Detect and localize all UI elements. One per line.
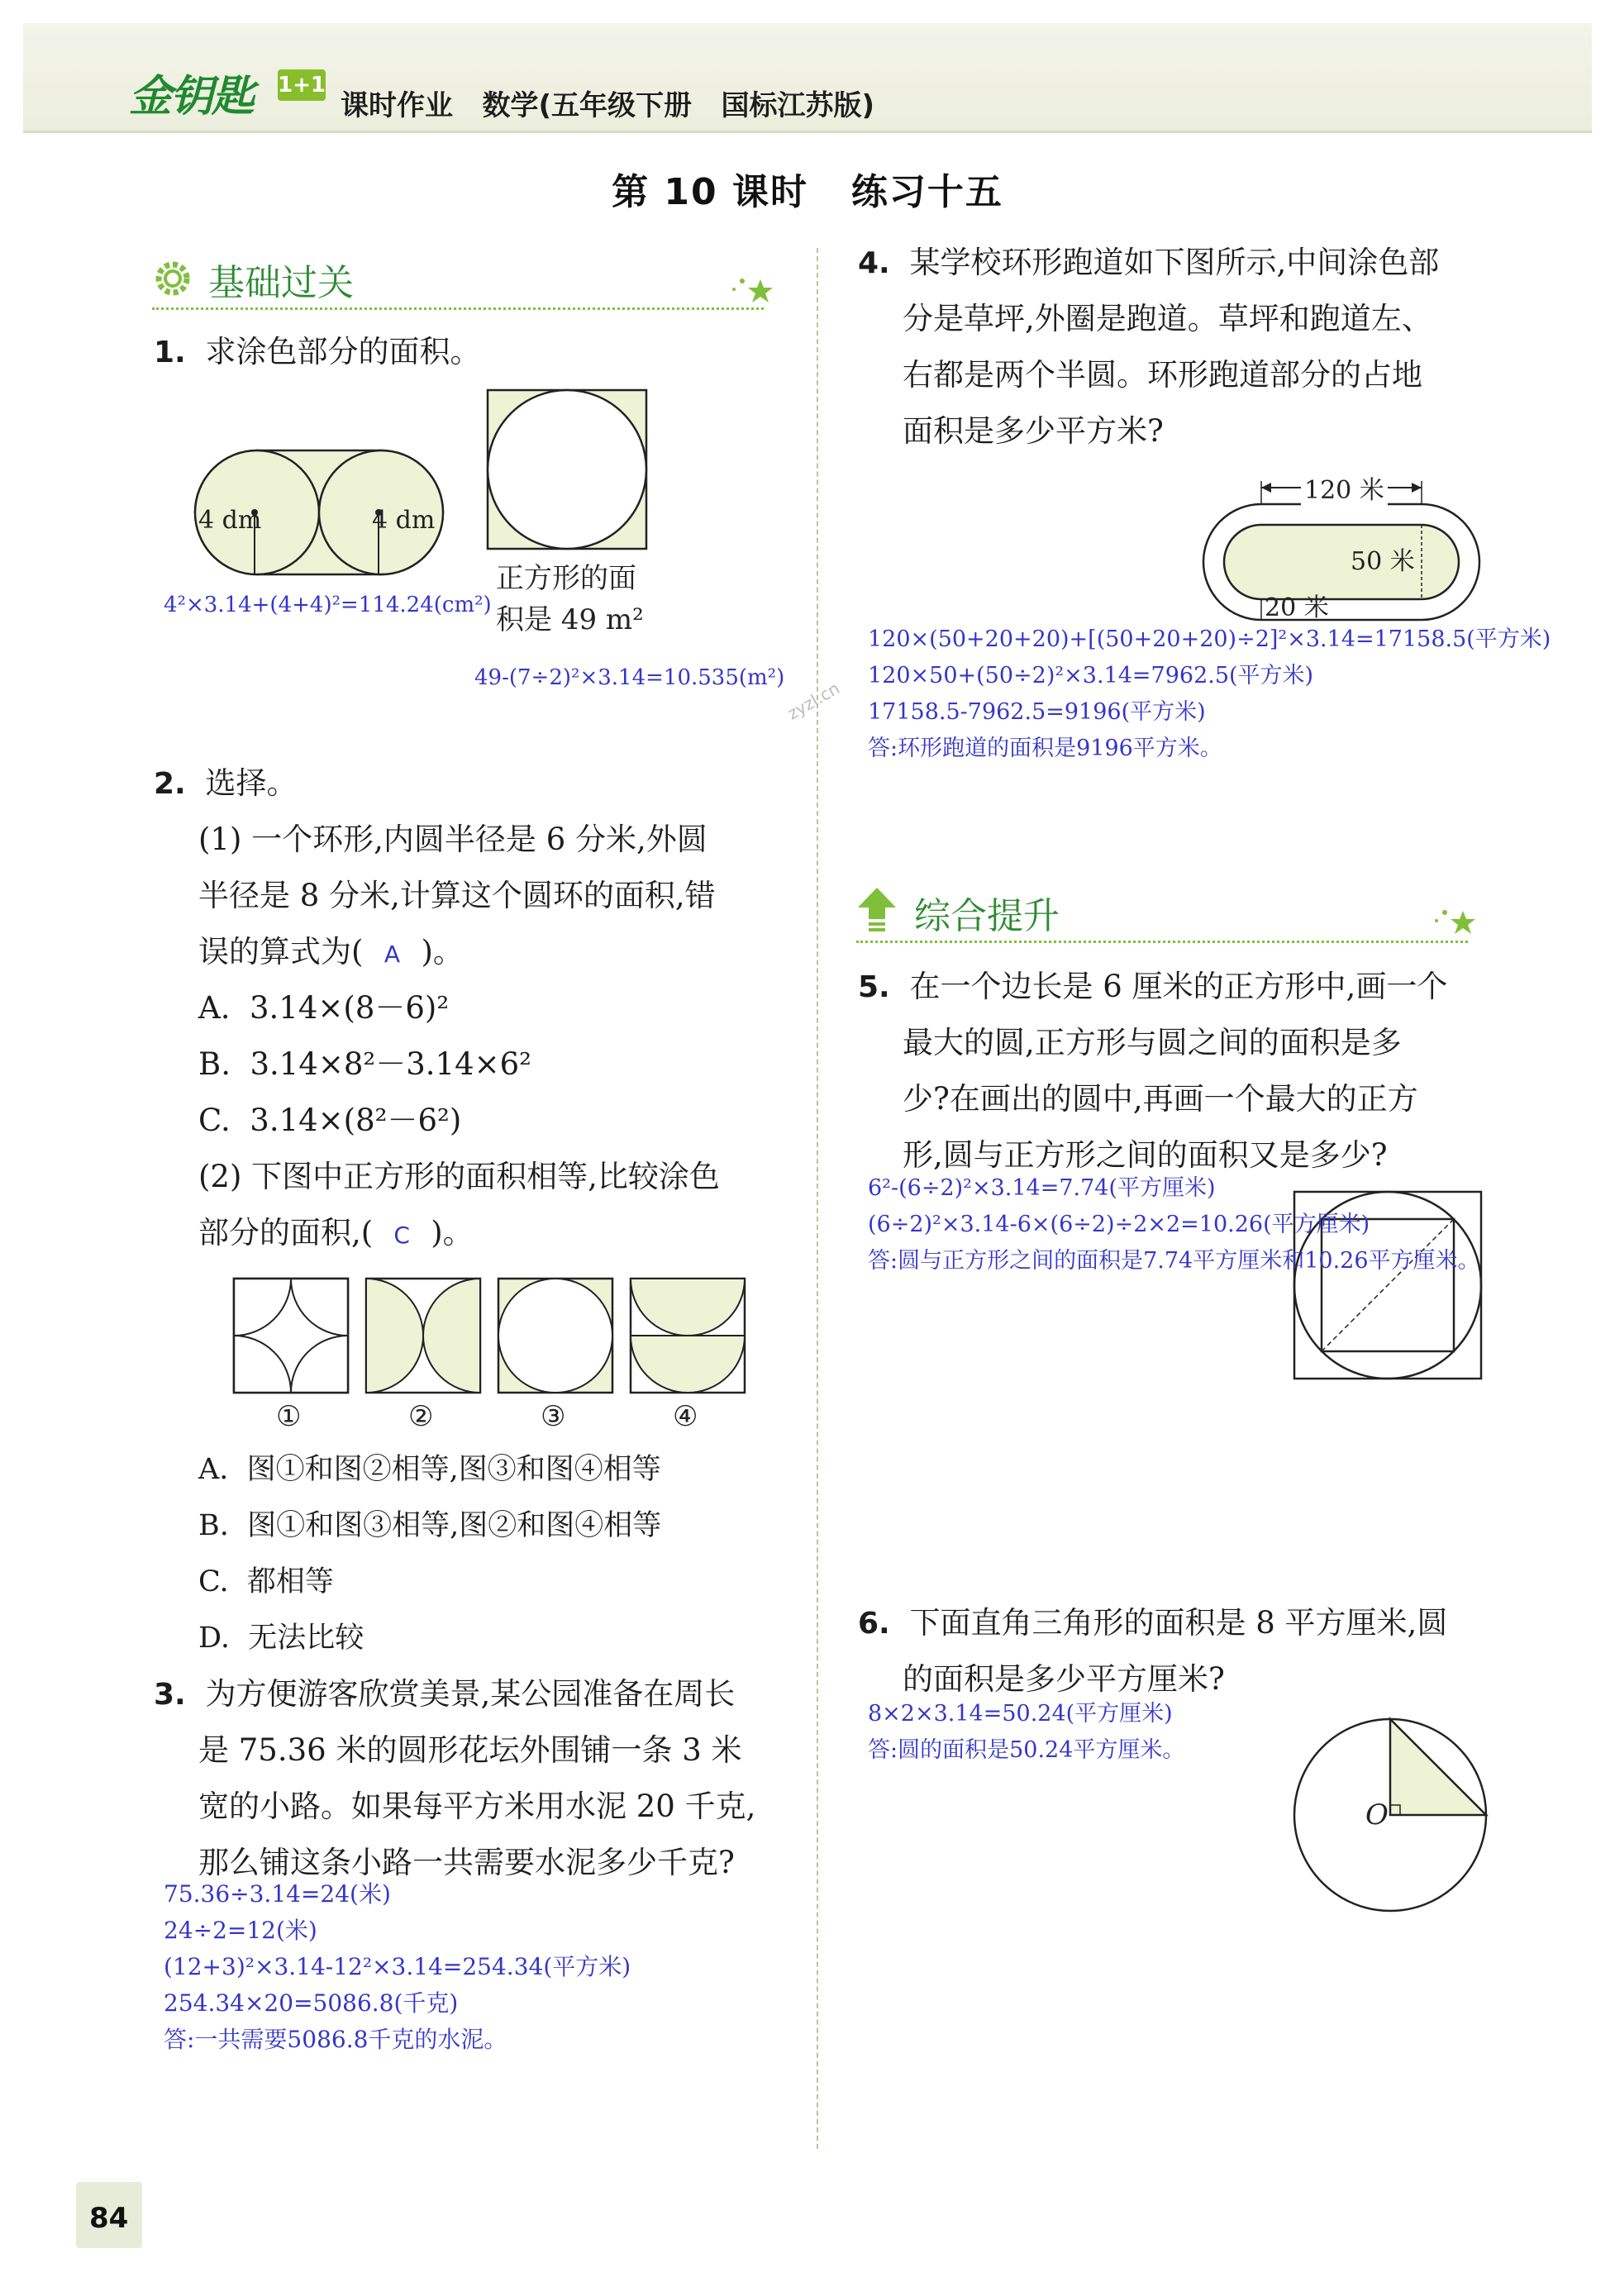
q2-figure-3 [498, 1278, 613, 1393]
header-text: 课时作业 数学(五年级下册 国标江苏版) [341, 89, 875, 122]
q3-answer-4: 254.34×20=5086.8(千克) [164, 1989, 459, 2017]
q2-option-b: B. 3.14×8²－3.14×6² [198, 1046, 531, 1082]
question-number: 3. [154, 1678, 186, 1712]
q5-answer-2: (6÷2)²×3.14-6×(6÷2)÷2×2=10.26(平方厘米) [868, 1212, 1370, 1237]
q1-radius-label-left: 4 dm [198, 506, 262, 535]
section-underline [856, 941, 1468, 943]
question-4 [858, 235, 1439, 292]
q1-figure-square-circle [486, 388, 648, 550]
q2-part2-prefix: 部分的面积,( [198, 1215, 374, 1250]
q4-line2: 分是草坪,外圈是跑道。草坪和跑道左、 [903, 301, 1432, 336]
question-3 [154, 1666, 735, 1723]
q2-part1-suffix: )。 [421, 934, 464, 969]
brand-badge: 1+1 [278, 69, 326, 101]
q3-line4: 那么铺这条小路一共需要水泥多少千克? [198, 1845, 735, 1880]
page-number: 84 [89, 2202, 129, 2235]
q1-radius-label-right: 4 dm [372, 506, 436, 535]
q2-choice-d: D. 无法比较 [198, 1622, 364, 1655]
q5-answer-3: 答:圆与正方形之间的面积是7.74平方厘米和10.26平方厘米。 [868, 1248, 1480, 1274]
q5-line3: 少?在画出的圆中,再画一个最大的正方 [903, 1081, 1418, 1117]
q4-answer-4: 答:环形跑道的面积是9196平方米。 [868, 736, 1222, 761]
q6-answer-1: 8×2×3.14=50.24(平方厘米) [868, 1701, 1173, 1727]
q4-line4: 面积是多少平方米? [903, 413, 1164, 449]
question-5 [858, 959, 1447, 1016]
q3-answer-3: (12+3)²×3.14-12²×3.14=254.34(平方米) [164, 1953, 631, 1980]
q6-figure [1291, 1716, 1489, 1914]
q5-line4: 形,圆与正方形之间的面积又是多少? [903, 1137, 1388, 1173]
question-text: 求涂色部分的面积。 [205, 334, 481, 369]
question-6 [858, 1595, 1447, 1652]
question-number: 6. [858, 1607, 890, 1641]
column-divider [817, 248, 818, 2149]
q4-answer-1: 120×(50+20+20)+[(50+20+20)÷2]²×3.14=17158.5(平方米) [868, 626, 1551, 652]
q5-line2: 最大的圆,正方形与圆之间的面积是多 [903, 1025, 1402, 1060]
arrow-up-icon [856, 886, 898, 932]
q4-length-label: 120 米 [1301, 469, 1388, 506]
section-title-advanced: 综合提升 [914, 895, 1060, 937]
q5-answer-1: 6²-(6÷2)²×3.14=7.74(平方厘米) [868, 1175, 1216, 1201]
page-title: 第 10 课时 练习十五 [612, 171, 1003, 213]
q2-figure-4 [630, 1278, 746, 1393]
q2-figure-label-4: ④ [673, 1400, 698, 1433]
q2-part2-line2 [198, 1205, 474, 1264]
q2-figure-label-2: ② [408, 1400, 434, 1433]
q4-answer-3: 17158.5-7962.5=9196(平方米) [868, 699, 1206, 725]
question-text: 为方便游客欣赏美景,某公园准备在周长 [205, 1676, 736, 1712]
q4-track-width-label: 20 米 [1265, 593, 1329, 622]
q2-figure-1 [233, 1278, 349, 1393]
question-text: 下面直角三角形的面积是 8 平方厘米,圆 [909, 1605, 1448, 1641]
q3-answer-5: 答:一共需要5086.8千克的水泥。 [164, 2026, 507, 2053]
q3-line2: 是 75.36 米的圆形花坛外围铺一条 3 米 [198, 1732, 742, 1768]
q2-part1-line2: 半径是 8 分米,计算这个圆环的面积,错 [198, 878, 716, 913]
q1-answer-2: 49-(7÷2)²×3.14=10.535(m²) [474, 665, 785, 690]
q2-part1-answer: A [384, 941, 401, 968]
q4-width-label: 50 米 [1351, 547, 1415, 576]
q3-line3: 宽的小路。如果每平方米用水泥 20 千克, [198, 1789, 756, 1824]
question-text: 某学校环形跑道如下图所示,中间涂色部 [909, 245, 1440, 280]
q2-part1-line1: (1) 一个环形,内圆半径是 6 分米,外圆 [198, 822, 707, 857]
question-number: 1. [154, 336, 186, 369]
question-number: 2. [154, 767, 186, 801]
question-number: 4. [858, 246, 890, 280]
question-1 [154, 324, 481, 381]
question-text: 在一个边长是 6 厘米的正方形中,画一个 [909, 969, 1448, 1004]
section-title-basic: 基础过关 [208, 262, 354, 304]
q2-option-c: C. 3.14×(8²－6²) [198, 1103, 462, 1138]
q6-line2: 的面积是多少平方厘米? [903, 1661, 1225, 1697]
question-2 [154, 755, 298, 812]
watermark: zyzl.cn [784, 678, 843, 724]
q3-answer-1: 75.36÷3.14=24(米) [164, 1880, 391, 1908]
q2-figure-label-3: ③ [541, 1400, 566, 1433]
q3-answer-2: 24÷2=12(米) [164, 1917, 317, 1944]
question-number: 5. [858, 970, 890, 1004]
q2-part2-answer: C [393, 1222, 410, 1249]
q2-part2-suffix: )。 [431, 1215, 474, 1250]
q2-choice-a: A. 图①和图②相等,图③和图④相等 [198, 1453, 661, 1486]
q2-part1-line3 [198, 924, 464, 983]
q2-choice-c: C. 都相等 [198, 1565, 334, 1598]
q1-caption-line1: 正方形的面 [496, 562, 636, 595]
q1-caption-line2: 积是 49 m² [496, 603, 644, 636]
q6-center-label: O [1365, 1798, 1389, 1832]
q2-part2-line1: (2) 下图中正方形的面积相等,比较涂色 [198, 1159, 720, 1194]
q4-answer-2: 120×50+(50÷2)²×3.14=7962.5(平方米) [868, 663, 1314, 688]
q2-choice-b: B. 图①和图③相等,图②和图④相等 [198, 1509, 662, 1542]
brand-logo: 金钥匙 [129, 72, 254, 121]
star-icon [727, 271, 777, 304]
q2-figure-2 [365, 1278, 481, 1393]
section-underline [152, 307, 764, 310]
gear-icon [152, 258, 193, 299]
q4-line3: 右都是两个半圆。环形跑道部分的占地 [903, 357, 1422, 393]
question-text: 选择。 [205, 765, 298, 801]
q2-figure-label-1: ① [276, 1400, 302, 1433]
q1-answer-1: 4²×3.14+(4+4)²=114.24(cm²) [164, 593, 492, 617]
q2-option-a: A. 3.14×(8－6)² [198, 990, 450, 1026]
q6-answer-2: 答:圆的面积是50.24平方厘米。 [868, 1737, 1185, 1763]
q2-part1-prefix: 误的算式为( [198, 934, 364, 969]
star-icon [1430, 903, 1479, 936]
